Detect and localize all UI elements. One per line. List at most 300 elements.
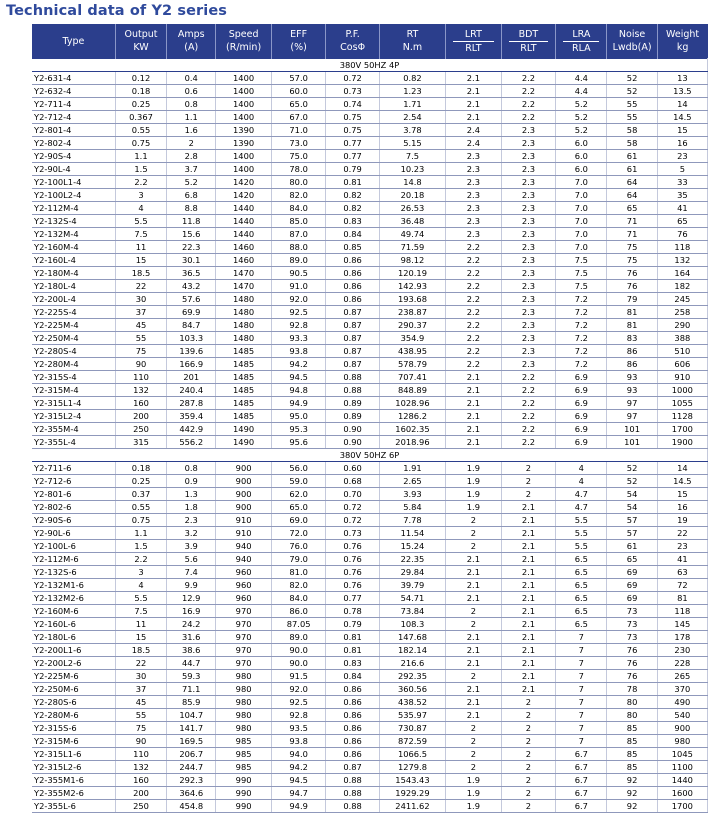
table-body: [32, 59, 708, 813]
table-cell: 0.55: [115, 501, 166, 514]
table-cell: 7.2: [556, 332, 607, 345]
table-cell: 6.7: [556, 748, 607, 761]
table-cell: 7.5: [556, 254, 607, 267]
table-cell: 1400: [216, 72, 272, 85]
table-cell: 2018.96: [379, 436, 445, 449]
table-cell: 1055: [657, 397, 707, 410]
model-cell: Y2-112M-4: [32, 202, 115, 215]
table-cell: 1390: [216, 124, 272, 137]
table-row: [32, 540, 708, 553]
table-cell: 15: [657, 124, 707, 137]
table-cell: 315: [115, 436, 166, 449]
table-cell: 62.0: [271, 488, 326, 501]
table-cell: 1.9: [446, 462, 502, 475]
table-cell: 94.8: [271, 384, 326, 397]
table-cell: 81: [657, 592, 707, 605]
table-cell: 2.3: [501, 254, 556, 267]
table-cell: 5.5: [556, 514, 607, 527]
table-cell: 2.3: [446, 176, 502, 189]
table-cell: 118: [657, 605, 707, 618]
header-lra: LRA RLA: [556, 24, 607, 59]
table-cell: 2: [446, 527, 502, 540]
table-row: [32, 579, 708, 592]
table-cell: 2.3: [446, 189, 502, 202]
model-cell: Y2-180L-4: [32, 280, 115, 293]
table-cell: 5.5: [115, 592, 166, 605]
table-cell: 45: [115, 696, 166, 709]
table-cell: 228: [657, 657, 707, 670]
table-cell: 2.1: [501, 605, 556, 618]
table-cell: 81: [607, 319, 657, 332]
table-cell: 71.1: [167, 683, 216, 696]
section-label: 380V 50HZ 4P: [32, 59, 708, 72]
table-cell: 1400: [216, 98, 272, 111]
table-cell: 1.71: [379, 98, 445, 111]
model-cell: Y2-315L1-4: [32, 397, 115, 410]
table-cell: 5.2: [167, 176, 216, 189]
table-cell: 90.5: [271, 267, 326, 280]
table-cell: 1440: [216, 215, 272, 228]
table-cell: 1470: [216, 280, 272, 293]
table-row: [32, 722, 708, 735]
table-cell: 240.4: [167, 384, 216, 397]
table-cell: 0.74: [326, 98, 379, 111]
model-cell: Y2-355M1-6: [32, 774, 115, 787]
table-cell: 0.88: [326, 384, 379, 397]
table-cell: 2.1: [446, 566, 502, 579]
table-cell: 2.3: [501, 306, 556, 319]
table-cell: 0.25: [115, 98, 166, 111]
table-cell: 2.1: [501, 527, 556, 540]
table-cell: 2: [446, 735, 502, 748]
table-cell: 1028.96: [379, 397, 445, 410]
table-cell: 5.6: [167, 553, 216, 566]
model-cell: Y2-100L-6: [32, 540, 115, 553]
table-cell: 26.53: [379, 202, 445, 215]
table-cell: 2.2: [446, 358, 502, 371]
table-cell: 85.9: [167, 696, 216, 709]
table-cell: 54.71: [379, 592, 445, 605]
table-cell: 69: [607, 579, 657, 592]
table-cell: 6.5: [556, 618, 607, 631]
table-cell: 0.90: [326, 436, 379, 449]
table-cell: 4.7: [556, 501, 607, 514]
table-cell: 141.7: [167, 722, 216, 735]
table-cell: 94.0: [271, 748, 326, 761]
table-cell: 2.1: [501, 683, 556, 696]
table-cell: 1485: [216, 410, 272, 423]
table-cell: 2.2: [446, 267, 502, 280]
table-cell: 0.82: [326, 202, 379, 215]
table-row: [32, 514, 708, 527]
table-cell: 370: [657, 683, 707, 696]
table-cell: 2: [446, 748, 502, 761]
table-cell: 64: [607, 176, 657, 189]
table-cell: 438.95: [379, 345, 445, 358]
table-cell: 87.05: [271, 618, 326, 631]
table-cell: 12.9: [167, 592, 216, 605]
table-row: [32, 501, 708, 514]
table-cell: 1.5: [115, 540, 166, 553]
table-cell: 24.2: [167, 618, 216, 631]
table-cell: 0.81: [326, 176, 379, 189]
table-cell: 94.7: [271, 787, 326, 800]
table-cell: 1279.8: [379, 761, 445, 774]
table-row: [32, 202, 708, 215]
table-cell: 0.86: [326, 722, 379, 735]
table-cell: 92: [607, 774, 657, 787]
model-cell: Y2-711-4: [32, 98, 115, 111]
table-row: [32, 293, 708, 306]
model-cell: Y2-225M-6: [32, 670, 115, 683]
table-cell: 1470: [216, 267, 272, 280]
model-cell: Y2-200L1-6: [32, 644, 115, 657]
header-bdt: BDT RLT: [501, 24, 556, 59]
table-cell: 0.72: [326, 514, 379, 527]
table-cell: 94.9: [271, 397, 326, 410]
table-cell: 250: [115, 800, 166, 813]
table-cell: 2.1: [446, 98, 502, 111]
table-cell: 2.4: [446, 137, 502, 150]
table-cell: 69: [607, 592, 657, 605]
table-cell: 5.84: [379, 501, 445, 514]
model-cell: Y2-90S-4: [32, 150, 115, 163]
table-cell: 1400: [216, 111, 272, 124]
table-cell: 7: [556, 644, 607, 657]
table-cell: 193.68: [379, 293, 445, 306]
table-cell: 72.0: [271, 527, 326, 540]
table-cell: 57: [607, 514, 657, 527]
table-cell: 37: [115, 306, 166, 319]
table-cell: 19: [657, 514, 707, 527]
table-cell: 4.4: [556, 85, 607, 98]
model-cell: Y2-280M-6: [32, 709, 115, 722]
table-cell: 65.0: [271, 98, 326, 111]
table-row: [32, 306, 708, 319]
table-cell: 6.9: [556, 436, 607, 449]
table-row: [32, 553, 708, 566]
table-cell: 0.55: [115, 124, 166, 137]
table-cell: 0.76: [326, 579, 379, 592]
table-cell: 67.0: [271, 111, 326, 124]
table-cell: 872.59: [379, 735, 445, 748]
table-cell: 7.0: [556, 241, 607, 254]
table-cell: 86: [607, 345, 657, 358]
table-cell: 6.5: [556, 553, 607, 566]
table-row: [32, 137, 708, 150]
table-cell: 910: [657, 371, 707, 384]
table-cell: 0.85: [326, 241, 379, 254]
table-cell: 98.12: [379, 254, 445, 267]
table-cell: 54: [607, 501, 657, 514]
table-cell: 0.78: [326, 605, 379, 618]
table-cell: 7.2: [556, 358, 607, 371]
model-cell: Y2-250M-4: [32, 332, 115, 345]
table-cell: 2.1: [501, 540, 556, 553]
table-cell: 292.3: [167, 774, 216, 787]
table-cell: 0.79: [326, 618, 379, 631]
table-cell: 0.18: [115, 462, 166, 475]
table-cell: 5.5: [115, 215, 166, 228]
table-cell: 14.8: [379, 176, 445, 189]
table-row: [32, 85, 708, 98]
table-cell: 7.5: [115, 228, 166, 241]
table-cell: 94.2: [271, 358, 326, 371]
table-cell: 15.6: [167, 228, 216, 241]
table-cell: 120.19: [379, 267, 445, 280]
table-row: [32, 761, 708, 774]
table-cell: 980: [216, 709, 272, 722]
table-cell: 85: [607, 735, 657, 748]
table-row: [32, 774, 708, 787]
table-row: [32, 228, 708, 241]
table-cell: 535.97: [379, 709, 445, 722]
header-speed: Speed (R/min): [216, 24, 272, 59]
table-cell: 2.2: [446, 241, 502, 254]
table-cell: 1602.35: [379, 423, 445, 436]
table-cell: 3.2: [167, 527, 216, 540]
model-cell: Y2-132S-6: [32, 566, 115, 579]
table-cell: 290.37: [379, 319, 445, 332]
table-row: [32, 384, 708, 397]
table-cell: 60.0: [271, 85, 326, 98]
table-cell: 1.9: [446, 475, 502, 488]
table-cell: 29.84: [379, 566, 445, 579]
table-cell: 5.5: [556, 540, 607, 553]
model-cell: Y2-315L2-4: [32, 410, 115, 423]
table-row: [32, 748, 708, 761]
table-cell: 6.0: [556, 137, 607, 150]
model-cell: Y2-315M-6: [32, 735, 115, 748]
table-cell: 250: [115, 423, 166, 436]
table-cell: 0.367: [115, 111, 166, 124]
table-cell: 41: [657, 553, 707, 566]
table-cell: 1490: [216, 436, 272, 449]
table-cell: 2.3: [446, 215, 502, 228]
table-cell: 2: [167, 137, 216, 150]
table-cell: 2.1: [446, 423, 502, 436]
table-cell: 2.3: [501, 163, 556, 176]
model-cell: Y2-802-6: [32, 501, 115, 514]
table-cell: 0.8: [167, 462, 216, 475]
table-cell: 6.9: [556, 410, 607, 423]
table-cell: 30: [115, 670, 166, 683]
section-label: 380V 50HZ 6P: [32, 449, 708, 462]
table-cell: 910: [216, 514, 272, 527]
table-cell: 1100: [657, 761, 707, 774]
table-cell: 1390: [216, 137, 272, 150]
table-cell: 980: [216, 722, 272, 735]
table-cell: 0.75: [326, 124, 379, 137]
header-amps: Amps (A): [167, 24, 216, 59]
table-cell: 57.0: [271, 72, 326, 85]
header-weight: Weight kg: [657, 24, 707, 59]
table-cell: 7: [556, 670, 607, 683]
table-cell: 3.78: [379, 124, 445, 137]
table-cell: 454.8: [167, 800, 216, 813]
header-eff: EFF (%): [271, 24, 326, 59]
table-row: [32, 176, 708, 189]
table-cell: 52: [607, 85, 657, 98]
table-row: [32, 189, 708, 202]
table-cell: 83: [607, 332, 657, 345]
table-cell: 75.0: [271, 150, 326, 163]
table-cell: 2.1: [446, 72, 502, 85]
table-cell: 6.7: [556, 761, 607, 774]
model-cell: Y2-632-4: [32, 85, 115, 98]
table-cell: 0.86: [326, 267, 379, 280]
table-cell: 73.84: [379, 605, 445, 618]
table-cell: 1.5: [115, 163, 166, 176]
table-cell: 14: [657, 462, 707, 475]
table-cell: 11.8: [167, 215, 216, 228]
table-cell: 166.9: [167, 358, 216, 371]
table-cell: 707.41: [379, 371, 445, 384]
table-cell: 2: [446, 670, 502, 683]
table-cell: 37: [115, 683, 166, 696]
table-cell: 52: [607, 475, 657, 488]
model-cell: Y2-90L-4: [32, 163, 115, 176]
model-cell: Y2-355L-4: [32, 436, 115, 449]
table-cell: 985: [216, 761, 272, 774]
model-cell: Y2-160M-6: [32, 605, 115, 618]
table-cell: 7.0: [556, 176, 607, 189]
table-row: [32, 371, 708, 384]
table-cell: 0.9: [167, 475, 216, 488]
table-cell: 2.1: [501, 592, 556, 605]
table-cell: 2.2: [446, 345, 502, 358]
technical-data-table: [32, 24, 708, 813]
table-cell: 265: [657, 670, 707, 683]
table-cell: 980: [216, 670, 272, 683]
table-cell: 94.2: [271, 761, 326, 774]
table-cell: 87.0: [271, 228, 326, 241]
model-cell: Y2-200L-4: [32, 293, 115, 306]
table-cell: 6.9: [556, 371, 607, 384]
table-cell: 22: [115, 657, 166, 670]
table-cell: 900: [216, 475, 272, 488]
table-row: [32, 215, 708, 228]
table-cell: 1.9: [446, 774, 502, 787]
table-row: [32, 475, 708, 488]
table-cell: 92: [607, 787, 657, 800]
table-cell: 2.2: [501, 423, 556, 436]
table-cell: 5.15: [379, 137, 445, 150]
table-cell: 69.0: [271, 514, 326, 527]
table-cell: 7: [556, 683, 607, 696]
table-cell: 10.23: [379, 163, 445, 176]
table-cell: 2.3: [501, 358, 556, 371]
table-cell: 5: [657, 163, 707, 176]
table-cell: 49.74: [379, 228, 445, 241]
table-cell: 76: [607, 657, 657, 670]
table-cell: 2.2: [501, 436, 556, 449]
model-cell: Y2-180M-4: [32, 267, 115, 280]
table-cell: 238.87: [379, 306, 445, 319]
table-cell: 2.1: [501, 553, 556, 566]
table-cell: 2.2: [501, 85, 556, 98]
table-cell: 1.1: [115, 150, 166, 163]
table-cell: 2.3: [501, 202, 556, 215]
table-cell: 178: [657, 631, 707, 644]
table-cell: 206.7: [167, 748, 216, 761]
table-cell: 76: [607, 280, 657, 293]
table-cell: 4.4: [556, 72, 607, 85]
table-cell: 230: [657, 644, 707, 657]
table-cell: 71: [607, 215, 657, 228]
table-cell: 0.79: [326, 163, 379, 176]
table-cell: 71.0: [271, 124, 326, 137]
table-cell: 2: [446, 514, 502, 527]
table-cell: 1.9: [446, 501, 502, 514]
model-cell: Y2-100L2-4: [32, 189, 115, 202]
table-cell: 2.2: [501, 111, 556, 124]
table-cell: 6.0: [556, 163, 607, 176]
table-cell: 110: [115, 371, 166, 384]
table-cell: 76: [607, 267, 657, 280]
table-cell: 31.6: [167, 631, 216, 644]
table-cell: 84.0: [271, 592, 326, 605]
model-cell: Y2-631-4: [32, 72, 115, 85]
table-cell: 85: [607, 761, 657, 774]
table-cell: 38.6: [167, 644, 216, 657]
table-cell: 245: [657, 293, 707, 306]
table-cell: 85: [607, 748, 657, 761]
table-cell: 110: [115, 748, 166, 761]
table-cell: 92.8: [271, 709, 326, 722]
table-row: [32, 163, 708, 176]
table-cell: 0.87: [326, 345, 379, 358]
table-cell: 0.86: [326, 280, 379, 293]
table-cell: 2.2: [446, 293, 502, 306]
model-cell: Y2-132M-4: [32, 228, 115, 241]
table-cell: 14.5: [657, 475, 707, 488]
table-cell: 6.0: [556, 150, 607, 163]
table-row: [32, 657, 708, 670]
table-cell: 93: [607, 384, 657, 397]
model-cell: Y2-250M-6: [32, 683, 115, 696]
model-cell: Y2-801-6: [32, 488, 115, 501]
table-cell: 0.86: [326, 696, 379, 709]
table-cell: 990: [216, 787, 272, 800]
table-cell: 2.1: [446, 709, 502, 722]
table-cell: 2.2: [446, 306, 502, 319]
table-cell: 2: [446, 618, 502, 631]
model-cell: Y2-280M-4: [32, 358, 115, 371]
table-cell: 7.0: [556, 202, 607, 215]
table-cell: 2.2: [501, 72, 556, 85]
table-cell: 364.6: [167, 787, 216, 800]
table-cell: 92: [607, 800, 657, 813]
table-cell: 23: [657, 540, 707, 553]
table-cell: 2.3: [446, 202, 502, 215]
table-cell: 84.0: [271, 202, 326, 215]
table-cell: 7.2: [556, 345, 607, 358]
table-cell: 36.48: [379, 215, 445, 228]
page-title: Technical data of Y2 series: [6, 3, 228, 19]
table-cell: 39.79: [379, 579, 445, 592]
model-cell: Y2-315M-4: [32, 384, 115, 397]
table-cell: 94.5: [271, 774, 326, 787]
table-cell: 6.5: [556, 566, 607, 579]
table-cell: 0.77: [326, 137, 379, 150]
table-cell: 354.9: [379, 332, 445, 345]
table-cell: 2.1: [446, 657, 502, 670]
model-cell: Y2-160M-4: [32, 241, 115, 254]
table-cell: 2.1: [446, 384, 502, 397]
table-cell: 90.0: [271, 657, 326, 670]
table-cell: 132: [657, 254, 707, 267]
